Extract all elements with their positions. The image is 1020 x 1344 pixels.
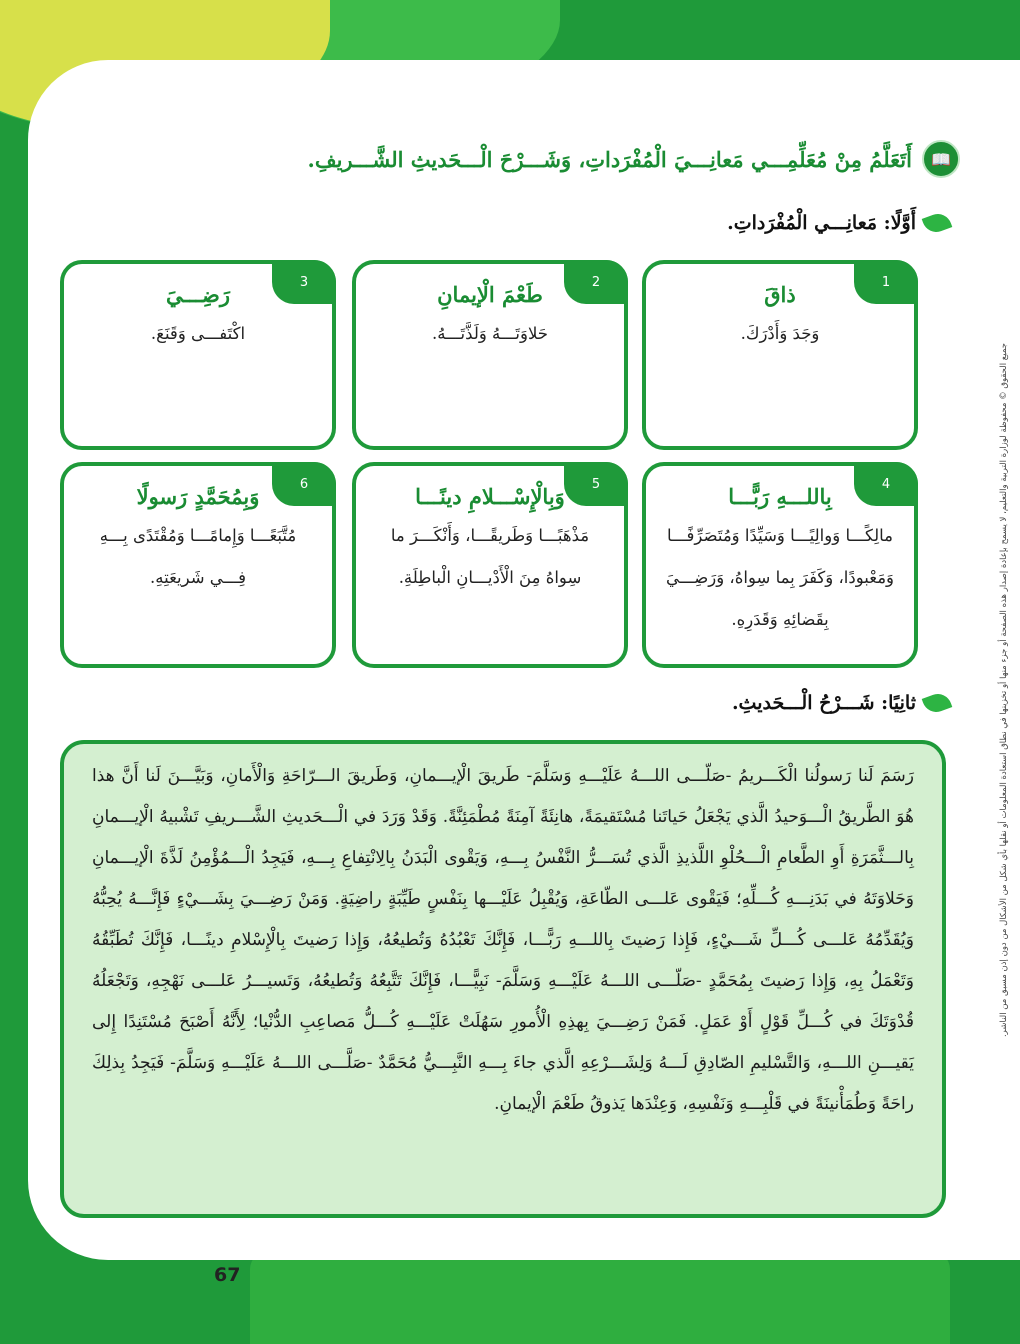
hadith-section-title (732, 692, 950, 714)
heading-title: أَتَعَلَّمُ مِنْ مُعَلِّمِـــي مَعانِـــيَ الْمُفْرَداتِ، وَشَـــرْحَ الْـــحَديثِ الشَّـــريفِ. (307, 146, 912, 172)
vocab-card-6 (60, 462, 336, 668)
page-sheet (28, 60, 1020, 1260)
page-number: 67 (214, 1264, 241, 1286)
card-meaning: اكْتَفـــى وَقَنَعَ. (150, 324, 246, 343)
vocab-section-title (727, 212, 950, 234)
hadith-explanation-box (60, 740, 946, 1218)
copyright-sidebar (980, 342, 1020, 1038)
vocab-card-2 (352, 260, 628, 450)
card-word: وَبِمُحَمَّدٍ رَسولًا (136, 484, 260, 509)
card-number: 6 (272, 462, 336, 506)
lesson-heading (120, 140, 960, 178)
card-meaning: وَجَدَ وَأَدْرَكَ. (740, 324, 820, 343)
card-word: ذاقَ (764, 282, 796, 307)
leaf-icon (922, 210, 953, 236)
vocab-card-4 (642, 462, 918, 668)
book-icon: 📖 (922, 140, 960, 178)
card-meaning: حَلاوَتَـــهُ وَلَذَّتَـــهُ. (431, 324, 549, 343)
leaf-icon (922, 690, 953, 716)
card-meaning: مالِكًـــا وَوالِيًـــا وَسَيِّدًا وَمُتَصَرِّفًـــا وَمَعْبودًا، وَكَفَرَ بِما سِواهُ، وَرَضِـــيَ بِقَضائِهِ وَقَدَرِهِ. (665, 526, 895, 629)
card-word: رَضِـــيَ (166, 282, 230, 307)
vocab-card-3 (60, 260, 336, 450)
card-number: 3 (272, 260, 336, 304)
hadith-title-text: ثانِيًا: شَـــرْحُ الْـــحَديثِ. (731, 692, 916, 714)
card-word: بِاللـــهِ رَبًّـــا (728, 484, 832, 509)
copyright-text: جميع الحقوق © محفوظة لوزارة التربية والتعليم، لا يسمح بإعادة إصدار هذه الصفحة أو جزء منها أو تخزينها في نطاق استعادة المعلومات أو نقلها بأي شكل من الأشكال من دون إذن مسبق من الناشر. (999, 342, 1009, 1038)
vocab-card-1 (642, 260, 918, 450)
card-word: طَعْمَ الْإيمانِ (437, 282, 543, 307)
card-number: 2 (564, 260, 628, 304)
card-number: 5 (564, 462, 628, 506)
card-meaning: مُتَّبَعًـــا وَإِمامًـــا وَمُقْتَدًى بِـــهِ فِـــي شَريعَتِهِ. (99, 526, 297, 587)
hadith-explanation-text: رَسَمَ لَنا رَسولُنا الْكَـــريمُ -صَلّـــى اللـــهُ عَلَيْـــهِ وَسَلَّمَ- طَريقَ الْإيـــمانِ، وَطَريقَ الـــرّاحَةِ وَالْأَمانِ، وَبَيَّـــنَ لَنا أَنَّ هذا هُوَ الطَّريقُ الْـــوَحيدُ الَّذي يَجْعَلُ حَياتَنا مُسْتَقيمَةً، هانِئَةً آمِنَةً مُطْمَئِنَّةً. وَقَدْ وَرَدَ في الْـــحَديثِ الشَّـــريفِ تَشْبيهُ الْإيـــمانِ بِالـــثَّمَرَةِ أَوِ الطَّعامِ الْـــحُلْوِ اللَّذيذِ الَّذي تُسَـــرُّ النَّفْسُ بِـــهِ، وَيَقْوى الْبَدَنُ بِالِانْتِفاعِ بِـــهِ، فَيَجِدُ الْـــمُؤْمِنُ لَذَّةَ الْإيـــمانِ وَحَلاوَتَهُ في بَدَنِـــهِ كُـــلِّهِ؛ فَيَقْوى عَلـــى الطّاعَةِ، وَيُقْبِلُ عَلَيْـــها بِنَفْسٍ طَيِّبَةٍ راضِيَةٍ. وَمَنْ رَضِـــيَ بِشَـــيْءٍ فَإِنَّـــهُ يُحِبُّهُ وَيُقَدِّمُهُ عَلـــى كُـــلِّ شَـــيْءٍ، فَإِذا رَضيتَ بِاللـــهِ رَبًّـــا، فَإِنَّكَ تَعْبُدُهُ وَتُطيعُهُ، وَإِذا رَضيتَ بِالْإِسْلامِ دينًـــا، فَإِنَّكَ تُطَبِّقُهُ وَتَعْمَلُ بِهِ، وَإِذا رَضيتَ بِمُحَمَّدٍ -صَلّـــى اللـــهُ عَلَيْـــهِ وَسَلَّمَ- نَبِيًّـــا، فَإِنَّكَ تَتَّبِعُهُ وَتُطيعُهُ، وَتَسيـــرُ عَلـــى نَهْجِهِ، وَتَجْعَلُهُ قُدْوَتَكَ في كُـــلِّ قَوْلٍ أَوْ عَمَلٍ. فَمَنْ رَضِـــيَ بِهذِهِ الْأُمورِ سَهُلَتْ عَلَيْـــهِ كُـــلُّ مَصاعِبِ الدُّنْيا؛ لِأَنَّهُ أَصْبَحَ مُسْتَنِدًا إِلى يَقيـــنِ اللـــهِ، وَالتَّسْليمِ الصّادِقِ لَـــهُ وَلِشَـــرْعِهِ الَّذي جاءَ بِـــهِ النَّبِـــيُّ مُحَمَّدٌ -صَلَّـــى اللـــهُ عَلَيْـــهِ وَسَلَّمَ- فَيَجِدُ بِذلِكَ راحَةً وَطُمَأْنينَةً في قَلْبِـــهِ وَنَفْسِهِ، وَعِنْدَها يَذوقُ طَعْمَ الْإيمانِ. (92, 766, 914, 1114)
card-number: 1 (854, 260, 918, 304)
card-word: وَبِالْإِسْـــلامِ دينًـــا (415, 484, 565, 509)
card-meaning: مَذْهَبًـــا وَطَريقًـــا، وَأَنْكَـــرَ ما سِواهُ مِنَ الْأَدْيـــانِ الْباطِلَةِ. (390, 526, 590, 587)
card-number: 4 (854, 462, 918, 506)
vocab-title-text: أَوَّلًا: مَعانِـــي الْمُفْرَداتِ. (727, 212, 916, 234)
vocab-card-5 (352, 462, 628, 668)
